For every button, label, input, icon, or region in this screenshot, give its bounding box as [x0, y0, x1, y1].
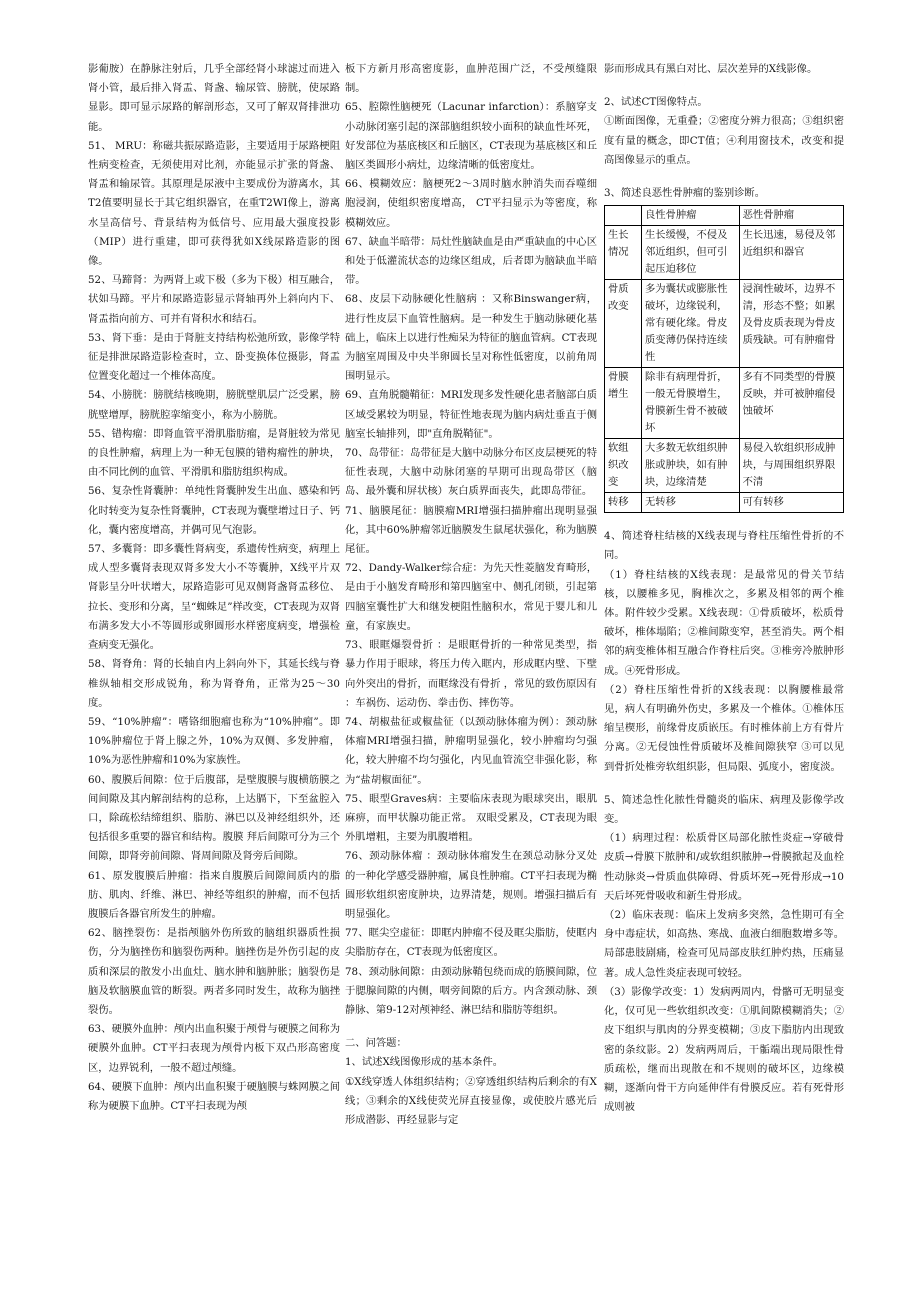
table-row [605, 280, 844, 368]
paragraph: 57、多囊肾：即多囊性肾病变，系遗传性病变，病理上成人型多囊肾表现双肾多发大小不等囊肿，X线平片双肾影呈分叶状增大，尿路造影可见双侧肾盏肾盂移位、拉长、变形和分离，呈“蜘蛛足”样改变，CT表现为双肾布满多发大小不等圆形或卵圆形水样密度病变，增强检查病变无强化。 [88, 543, 340, 652]
table-header-cell: 恶性骨肿瘤 [739, 206, 843, 226]
paragraph: 56、复杂性肾囊肿：单纯性肾囊肿发生出血、感染和钙化时转变为复杂性肾囊肿，CT表现为囊壁增过日子、钙化，囊内密度增高，并偶可见气泡影。 [88, 485, 340, 536]
row-header-cell: 软组织改变 [605, 439, 642, 493]
table-cell: 无转移 [642, 493, 740, 513]
row-header-cell: 骨膜增生 [605, 368, 642, 439]
table-header-cell: 良性骨肿瘤 [642, 206, 740, 226]
paragraph: 73、眼眶爆裂骨折 ：是眼眶骨折的一种常见类型，指暴力作用于眼球，将压力传入眶内，形成眶内壁、下壁向外突出的骨折，而眶缘没有骨折 ，常见的致伤原因有 ：车祸伤、运动伤、拳击伤、摔伤等。 [345, 639, 597, 709]
paragraph: 68、皮层下动脉硬化性脑病 ：又称Binswanger病，进行性皮层下血管性脑病。是一种发生于脑动脉硬化基础上，临床上以进行性痴呆为特征的脑血管病。CT表现为脑室周围及中央半卵圆长呈对称性低密度，以前角周围明显示。 [345, 293, 597, 383]
paragraph: 58、肾脊角：肾的长轴自内上斜向外下，其延长线与脊椎纵轴相交形成锐角，称为肾脊角，正常为25～30度。 [88, 658, 340, 709]
paragraph: 59、“10%肿瘤”：嗜铬细胞瘤也称为“10%肿瘤”。即10%肿瘤位于肾上腺之外，10%为双侧、多发肿瘤，10%为恶性肿瘤和10%为家族性。 [88, 715, 340, 767]
paragraph: 55、错构瘤：即肾血管平滑肌脂肪瘤，是肾脏较为常见的良性肿瘤，病理上为一种无包膜的错构瘤性的肿块，由不同比例的血管、平滑肌和脂肪组织构成。 [88, 427, 340, 479]
table-cell: 生长迅速，易侵及邻近组织和器官 [739, 226, 843, 280]
paragraph: 61、原发腹膜后肿瘤：指来自腹膜后间隙间质内的脂肪、肌肉、纤维、淋巴、神经等组织的肿瘤，而不包括腹膜后各器官所发生的肿瘤。 [88, 869, 340, 920]
paragraph: 72、Dandy-Walker综合症：为先天性菱脑发育畸形，是由于小脑发育畸形和第四脑室中、侧孔闭锁，引起第四脑室囊性扩大和继发梗阻性脑积水，常见于婴儿和儿童，有家族史。 [345, 562, 597, 632]
paragraph: 51、 MRU：称磁共振尿路造影，主要适用于尿路梗阻性病变检查，无须使用对比剂，亦能显示扩张的肾盏、肾盂和输尿管。其原理是尿液中主要成份为游离水，其T2值要明显长于其它组织器官，在重T2WI像上，游离水呈高信号、背景结构为低信号、应用最大强度投影（MIP）进行重建，即可获得犹如X线尿路造影的图像。 [88, 139, 340, 268]
paragraph: 70、岛带征：岛带征是大脑中动脉分布区皮层梗死的特征性表现，大脑中动脉闭塞的早期可出现岛带区（脑岛、最外囊和屏状核）灰白质界面丧失，此即岛带征。 [345, 447, 597, 498]
paragraph: 69、直角脱髓鞘征：MRI发现多发性硬化患者脑部白质区域受累较为明显，特征性地表现为脑内病灶垂直于侧脑室长轴排列，即"直角脱鞘征"。 [345, 389, 597, 440]
paragraph: 64、硬膜下血肿：颅内出血积聚于硬脑膜与蛛网膜之间称为硬膜下血肿。CT平扫表现为颅 [88, 1080, 340, 1112]
paragraph: 77、眶尖空虚征：即眶内肿瘤不侵及眶尖脂肪，使眶内尖脂肪存在，CT表现为低密度区。 [345, 927, 597, 959]
row-header-cell: 骨质改变 [605, 280, 642, 368]
section-heading: 二、问答题： [345, 1037, 407, 1050]
paragraph: 影葡胺）在静脉注射后，几乎全部经肾小球滤过而进入肾小管，最后排入肾盂、肾盏、输尿管、膀胱，使尿路显影。即可显示尿路的解剖形态，又可了解双肾排泄功能。 [88, 63, 340, 133]
table-cell: 浸润性破坏，边界不清，形态不整；如累及骨皮质表现为骨皮质残缺。可有肿瘤骨 [739, 280, 843, 368]
paragraph: 65、腔隙性脑梗死（Lacunar infarction）：系脑穿支小动脉闭塞引起的深部脑组织较小面积的缺血性坏死，好发部位为基底核区和丘脑区，CT表现为基底核区和丘脑区类圆形小病灶，边缘清晰的低密度灶。 [345, 101, 597, 172]
text-column-middle [345, 60, 597, 1130]
paragraph: 54、小膀胱：膀胱结核晚期，膀胱壁肌层广泛受累，膀胱壁增厚，膀胱腔挛缩变小，称为小膀胱。 [88, 389, 340, 421]
table-row [605, 368, 844, 439]
paragraph: 60、腹膜后间隙：位于后腹部，是壁腹膜与腹横筋膜之间间隙及其内解剖结构的总称，上达膈下，下至盆腔入口，除疏松结缔组织、脂肪、淋巴以及神经组织外，还包括很多重要的器官和结构。腹膜 拜后间隙可分为三个间隙，即肾旁前间隙、肾周间隙及肾旁后间隙。 [88, 773, 340, 863]
question-title: 3、简述良恶性骨肿瘤的鉴别诊断。 [604, 187, 766, 200]
paragraph: 53、肾下垂：是由于肾脏支持结构松弛所致，影像学特征是排泄尿路造影检查时，立、卧变换体位摄影，肾盂位置变化超过一个椎体高度。 [88, 331, 340, 383]
question-title: 1、试述X线图像形成的基本条件。 [345, 1056, 504, 1069]
paragraph: 67、缺血半暗带：局灶性脑缺血是由严重缺血的中心区和处于低灌流状态的边缘区组成，后者即为脑缺血半暗带。 [345, 235, 597, 287]
table-header-cell [605, 206, 642, 226]
table-row [605, 493, 844, 513]
paragraph: 板下方新月形高密度影，血肿范围广泛，不受颅缝限制。 [345, 63, 597, 95]
table-row [605, 226, 844, 280]
table-cell: 生长缓慢，不侵及邻近组织，但可引起压迫移位 [642, 226, 740, 280]
paragraph: 76、颈动脉体瘤 ：颈动脉体瘤发生在颈总动脉分叉处的一种化学感受器肿瘤，属良性肿瘤。CT平扫表现为椭圆形软组织密度肿块，边界清楚，规则。增强扫描后有明显强化。 [345, 850, 597, 920]
table-cell: 多有不同类型的骨膜反映，并可被肿瘤侵蚀破坏 [739, 368, 843, 439]
table-cell: 易侵入软组织形成肿块，与周围组织界限不清 [739, 439, 843, 493]
paragraph: （1）脊柱结核的X线表现：是最常见的骨关节结核，以腰椎多见，胸椎次之，多累及相邻的两个椎体。附件较少受累。X线表现：①骨质破坏，松质骨破坏，椎体塌陷；②椎间隙变窄，甚至消失。两个相邻的病变椎体相互融合作脊柱后突。③椎旁冷脓肿形成。④死骨形成。 [604, 568, 844, 677]
question-title: 2、试述CT图像特点。 [604, 96, 708, 109]
paragraph: （1）病理过程：松质骨区局部化脓性炎症→穿破骨皮质→骨膜下脓肿和/或软组织脓肿→骨膜掀起及血栓性动脉炎→骨质血供障碍、骨质坏死→死骨形成→10天后坏死骨吸收和新生骨形成。 [604, 832, 844, 902]
paragraph: 52、马蹄肾：为两肾上或下极（多为下极）相互融合，状如马蹄。平片和尿路造影显示肾轴再外上斜向内下、肾盂指向前方、可并有肾积水和结石。 [88, 274, 340, 325]
question-title: 4、简述脊柱结核的X线表现与脊柱压缩性骨折的不同。 [604, 530, 844, 562]
paragraph: 71、脑膜尾征：脑膜瘤MRI增强扫描肿瘤出现明显强化，其中60%肿瘤邻近脑膜发生鼠尾状强化，称为脑膜尾征。 [345, 504, 597, 556]
tumor-comparison-table [604, 205, 844, 513]
paragraph: 75、眼型Graves病：主要临床表现为眼球突出，眼肌麻痹，而甲状腺功能正常。 双眼受累及，CT表现为眼外肌增粗，主要为肌腹增粗。 [345, 792, 597, 844]
row-header-cell: 生长情况 [605, 226, 642, 280]
table-cell: 可有转移 [739, 493, 843, 513]
paragraph: （3）影像学改变：1）发病两周内，骨骼可无明显变化，仅可见一些软组织改变：①肌间隙模糊消失；②皮下组织与肌肉的分界变模糊；③皮下脂肪内出现致密的条纹影。2）发病两周后，干骺端出现局限性骨质疏松，继而出现散在和不规则的破坏区，边缘模糊，逐渐向骨干方向延伸伴有骨膜反应。若有死骨形成则被 [604, 985, 844, 1114]
paragraph: ①断面图像，无重叠；②密度分辨力很高；③组织密度有量的概念，即CT值；④利用窗技术，改变和提高图像显示的重点。 [604, 115, 844, 166]
table-header-row [605, 206, 844, 226]
question-title: 5、简述急性化脓性骨髓炎的临床、病理及影像学改变。 [604, 793, 844, 826]
paragraph: 66、模糊效应：脑梗死2～3周时脑水肿消失而吞噬细胞浸润，使组织密度增高， CT平扫显示为等密度，称模糊效应。 [345, 178, 597, 229]
paragraph: 74、胡椒盐征或椒盐征（以颈动脉体瘤为例）：颈动脉体瘤MRI增强扫描，肿瘤明显强化，较小肿瘤均匀强化，较大肿瘤不均匀强化，内见血管流空非强化影，称为“盐胡椒面征”。 [345, 715, 597, 786]
text-column-right [604, 60, 844, 1117]
paragraph: 影而形成具有黑白对比、层次差异的X线影像。 [604, 63, 818, 75]
paragraph: 63、硬膜外血肿：颅内出血积聚于颅骨与硬膜之间称为硬膜外血肿。CT平扫表现为颅骨内板下双凸形高密度区，边界锐利，一般不超过颅缝。 [88, 1023, 340, 1074]
text-column-left [88, 60, 340, 1116]
paragraph: 78、颈动脉间隙：由颈动脉鞘包绕而成的筋膜间隙，位于腮腺间隙的内侧，咽旁间隙的后方。内含颈动脉、颈静脉、第9-12对颅神经、淋巴结和脂肪等组织。 [345, 965, 597, 1016]
paragraph: （2）临床表现：临床上发病多突然，急性期可有全身中毒症状，如高热、寒战、血液白细胞数增多等。局部患肢剧痛，检查可见局部皮肤红肿灼热，压痛显著。成人急性炎症表现可较轻。 [604, 909, 844, 979]
table-cell: 多为囊状或膨胀性破坏，边缘锐利，常有硬化缘。骨皮质变薄仍保持连续性 [642, 280, 740, 368]
paragraph: 62、脑挫裂伤：是指颅脑外伤所致的脑组织器质性损伤，分为脑挫伤和脑裂伤两种。脑挫伤是外伤引起的皮质和深层的散发小出血灶、脑水肿和脑肿胀；脑裂伤是脑及软脑膜血管的断裂。两者多同时发生，故称为脑挫裂伤。 [88, 927, 340, 1016]
paragraph: （2）脊柱压缩性骨折的X线表现：以胸腰椎最常见，病人有明确外伤史，多累及一个椎体。①椎体压缩呈楔形，前缘骨皮质嵌压。有时椎体前上方有骨片分离。②无侵蚀性骨质破坏及椎间隙狭窄 ③可以见到骨折处椎旁软组织影，但局限、弧度小，密度淡。 [604, 683, 844, 773]
table-row [605, 439, 844, 493]
table-cell: 大多数无软组织肿胀或肿块，如有肿块，边缘清楚 [642, 439, 740, 493]
table-cell: 除非有病理骨折，一般无骨膜增生，骨膜新生骨不被破坏 [642, 368, 740, 439]
paragraph: ①X线穿透人体组织结构；②穿透组织结构后剩余的有X线；③剩余的X线使荧光屏直接显像，或使胶片感光后形成潜影、再经显影与定 [345, 1075, 597, 1126]
row-header-cell: 转移 [605, 493, 642, 513]
